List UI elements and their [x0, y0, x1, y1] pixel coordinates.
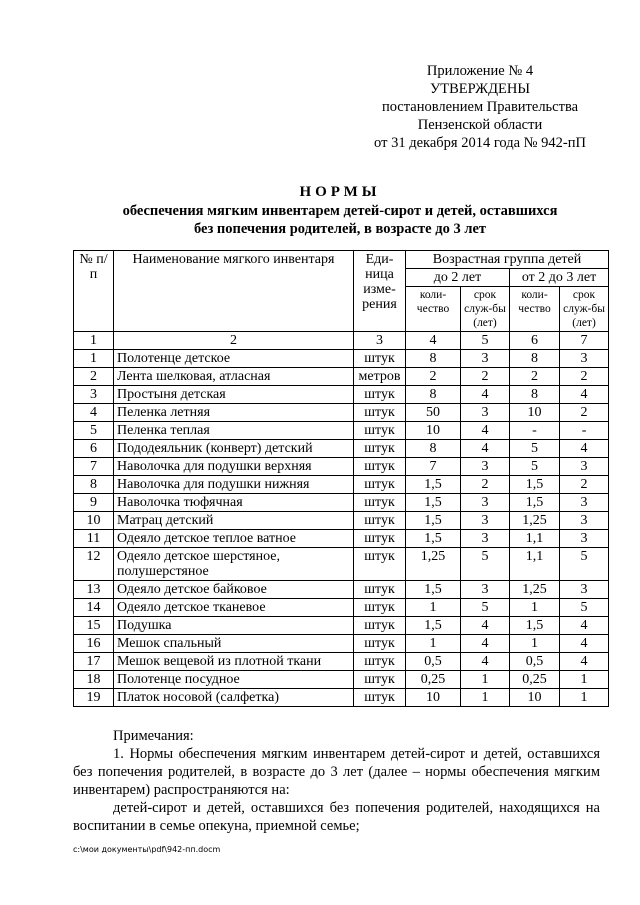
title-line-2: без попечения родителей, в возрасте до 3 лет — [193, 221, 487, 237]
cell-number: 14 — [74, 599, 114, 617]
cell-qty-2-to-3: 1,5 — [510, 476, 560, 494]
table-row — [74, 653, 609, 671]
cell-term-under-2: 2 — [461, 476, 510, 494]
cell-term-under-2: 4 — [461, 617, 510, 635]
cell-item-name: Подушка — [114, 617, 354, 635]
cell-qty-2-to-3: 1 — [510, 635, 560, 653]
cell-term-2-to-3: 3 — [560, 512, 609, 530]
cell-number: 13 — [74, 581, 114, 599]
table-row — [74, 635, 609, 653]
note-paragraph-2: детей-сирот и детей, оставшихся без попечения родителей, находящихся на воспитании в семье опекуна, приемной семье; — [73, 800, 600, 834]
cell-qty-2-to-3: 10 — [510, 404, 560, 422]
header-num: № п/п — [74, 251, 114, 332]
cell-term-2-to-3: 1 — [560, 689, 609, 707]
header-qty-1: коли-чество — [406, 287, 461, 332]
header-group-under-2: до 2 лет — [406, 269, 510, 287]
cell-item-name: Наволочка для подушки нижняя — [114, 476, 354, 494]
cell-qty-under-2: 8 — [406, 440, 461, 458]
cell-term-2-to-3: - — [560, 422, 609, 440]
cell-item-name: Платок носовой (салфетка) — [114, 689, 354, 707]
cell-qty-2-to-3: 1,5 — [510, 494, 560, 512]
cell-unit: штук — [354, 617, 406, 635]
table-row — [74, 581, 609, 599]
cell-item-name: Мешок вещевой из плотной ткани — [114, 653, 354, 671]
approved-label: УТВЕРЖДЕНЫ — [429, 81, 531, 97]
cell-number: 10 — [74, 512, 114, 530]
header-term-2: срок служ-бы (лет) — [560, 287, 609, 332]
cell-item-name: Пеленка летняя — [114, 404, 354, 422]
column-number: 7 — [560, 332, 609, 350]
cell-unit: штук — [354, 635, 406, 653]
table-row — [74, 512, 609, 530]
cell-unit: штук — [354, 422, 406, 440]
cell-term-under-2: 3 — [461, 512, 510, 530]
cell-qty-2-to-3: 8 — [510, 350, 560, 368]
cell-term-2-to-3: 4 — [560, 386, 609, 404]
cell-term-2-to-3: 1 — [560, 671, 609, 689]
cell-unit: метров — [354, 368, 406, 386]
table-row — [74, 689, 609, 707]
cell-qty-under-2: 1,5 — [406, 530, 461, 548]
cell-unit: штук — [354, 671, 406, 689]
cell-qty-2-to-3: 1,5 — [510, 617, 560, 635]
cell-term-under-2: 2 — [461, 368, 510, 386]
cell-qty-under-2: 8 — [406, 350, 461, 368]
cell-term-under-2: 3 — [461, 494, 510, 512]
cell-number: 3 — [74, 386, 114, 404]
cell-qty-under-2: 7 — [406, 458, 461, 476]
column-number: 4 — [406, 332, 461, 350]
cell-term-under-2: 4 — [461, 440, 510, 458]
table-body — [74, 332, 609, 707]
cell-number: 2 — [74, 368, 114, 386]
cell-qty-under-2: 10 — [406, 689, 461, 707]
cell-number: 15 — [74, 617, 114, 635]
notes-section — [73, 727, 600, 835]
cell-number: 11 — [74, 530, 114, 548]
appendix-label: Приложение № 4 — [426, 63, 534, 79]
cell-item-name: Простыня детская — [114, 386, 354, 404]
table-row — [74, 440, 609, 458]
cell-number: 16 — [74, 635, 114, 653]
cell-unit: штук — [354, 494, 406, 512]
cell-number: 1 — [74, 350, 114, 368]
table-row — [74, 404, 609, 422]
table-row — [74, 617, 609, 635]
cell-qty-2-to-3: 1,1 — [510, 530, 560, 548]
cell-qty-under-2: 0,5 — [406, 653, 461, 671]
cell-term-2-to-3: 5 — [560, 548, 609, 581]
cell-item-name: Наволочка тюфячная — [114, 494, 354, 512]
cell-term-under-2: 5 — [461, 599, 510, 617]
cell-unit: штук — [354, 440, 406, 458]
cell-qty-under-2: 1 — [406, 635, 461, 653]
note-paragraph-1: 1. Нормы обеспечения мягким инвентарем детей-сирот и детей, оставшихся без попечения родителей, в возрасте до 3 лет (далее – нормы обеспечения мягким инвентарем) распространяются на: — [73, 746, 600, 798]
region-name: Пензенской области — [417, 117, 543, 133]
cell-qty-under-2: 10 — [406, 422, 461, 440]
cell-term-2-to-3: 3 — [560, 530, 609, 548]
cell-term-2-to-3: 5 — [560, 599, 609, 617]
cell-number: 4 — [74, 404, 114, 422]
table-row — [74, 350, 609, 368]
cell-number: 5 — [74, 422, 114, 440]
cell-term-under-2: 4 — [461, 635, 510, 653]
cell-qty-under-2: 8 — [406, 386, 461, 404]
cell-unit: штук — [354, 512, 406, 530]
file-path-footer: c:\мои документы\pdf\942-пп.docm — [73, 845, 221, 854]
cell-qty-under-2: 2 — [406, 368, 461, 386]
cell-term-2-to-3: 2 — [560, 476, 609, 494]
cell-item-name: Лента шелковая, атласная — [114, 368, 354, 386]
cell-term-under-2: 5 — [461, 548, 510, 581]
cell-term-2-to-3: 3 — [560, 494, 609, 512]
cell-qty-2-to-3: - — [510, 422, 560, 440]
cell-qty-under-2: 50 — [406, 404, 461, 422]
cell-qty-2-to-3: 1,1 — [510, 548, 560, 581]
table-row — [74, 530, 609, 548]
cell-number: 6 — [74, 440, 114, 458]
header-name: Наименование мягкого инвентаря — [114, 251, 354, 332]
table-row — [74, 368, 609, 386]
cell-qty-2-to-3: 1 — [510, 599, 560, 617]
cell-item-name: Мешок спальный — [114, 635, 354, 653]
column-number: 1 — [74, 332, 114, 350]
cell-term-under-2: 3 — [461, 581, 510, 599]
cell-qty-under-2: 1 — [406, 599, 461, 617]
cell-qty-2-to-3: 5 — [510, 440, 560, 458]
cell-term-2-to-3: 2 — [560, 404, 609, 422]
cell-term-under-2: 4 — [461, 386, 510, 404]
cell-term-under-2: 4 — [461, 422, 510, 440]
notes-heading: Примечания: — [113, 728, 194, 744]
cell-number: 9 — [74, 494, 114, 512]
cell-term-under-2: 3 — [461, 458, 510, 476]
cell-unit: штук — [354, 653, 406, 671]
document-title — [60, 182, 620, 238]
cell-unit: штук — [354, 386, 406, 404]
table-row — [74, 386, 609, 404]
table-row — [74, 458, 609, 476]
cell-term-under-2: 3 — [461, 404, 510, 422]
table-row — [74, 476, 609, 494]
cell-number: 12 — [74, 548, 114, 581]
cell-qty-2-to-3: 1,25 — [510, 581, 560, 599]
cell-item-name: Полотенце детское — [114, 350, 354, 368]
cell-qty-2-to-3: 10 — [510, 689, 560, 707]
column-number: 3 — [354, 332, 406, 350]
header-term-1: срок служ-бы (лет) — [461, 287, 510, 332]
cell-term-2-to-3: 3 — [560, 458, 609, 476]
title-main: НОРМЫ — [299, 184, 381, 200]
cell-term-2-to-3: 4 — [560, 635, 609, 653]
cell-qty-2-to-3: 1,25 — [510, 512, 560, 530]
cell-item-name: Матрац детский — [114, 512, 354, 530]
cell-qty-2-to-3: 0,25 — [510, 671, 560, 689]
table-row — [74, 599, 609, 617]
cell-qty-2-to-3: 5 — [510, 458, 560, 476]
cell-term-2-to-3: 3 — [560, 350, 609, 368]
cell-qty-2-to-3: 2 — [510, 368, 560, 386]
table-row — [74, 422, 609, 440]
cell-unit: штук — [354, 548, 406, 581]
approval-date: от 31 декабря 2014 года № 942-пП — [374, 135, 586, 151]
cell-item-name: Одеяло детское байковое — [114, 581, 354, 599]
cell-item-name: Пододеяльник (конверт) детский — [114, 440, 354, 458]
cell-unit: штук — [354, 581, 406, 599]
cell-term-2-to-3: 4 — [560, 440, 609, 458]
cell-term-2-to-3: 3 — [560, 581, 609, 599]
cell-term-under-2: 3 — [461, 530, 510, 548]
cell-qty-2-to-3: 0,5 — [510, 653, 560, 671]
cell-qty-under-2: 1,5 — [406, 581, 461, 599]
cell-unit: штук — [354, 689, 406, 707]
cell-term-2-to-3: 4 — [560, 617, 609, 635]
header-qty-2: коли-чество — [510, 287, 560, 332]
cell-term-2-to-3: 4 — [560, 653, 609, 671]
cell-qty-under-2: 1,5 — [406, 617, 461, 635]
cell-number: 7 — [74, 458, 114, 476]
cell-qty-under-2: 1,25 — [406, 548, 461, 581]
column-number: 6 — [510, 332, 560, 350]
column-number: 5 — [461, 332, 510, 350]
cell-qty-under-2: 1,5 — [406, 512, 461, 530]
table-row — [74, 494, 609, 512]
cell-term-under-2: 3 — [461, 350, 510, 368]
cell-qty-2-to-3: 8 — [510, 386, 560, 404]
column-number: 2 — [114, 332, 354, 350]
cell-unit: штук — [354, 350, 406, 368]
cell-unit: штук — [354, 530, 406, 548]
cell-qty-under-2: 0,25 — [406, 671, 461, 689]
cell-unit: штук — [354, 404, 406, 422]
table-row — [74, 548, 609, 581]
cell-qty-under-2: 1,5 — [406, 476, 461, 494]
cell-unit: штук — [354, 458, 406, 476]
cell-number: 18 — [74, 671, 114, 689]
cell-unit: штук — [354, 599, 406, 617]
cell-term-under-2: 4 — [461, 653, 510, 671]
cell-number: 17 — [74, 653, 114, 671]
header-group-2-to-3: от 2 до 3 лет — [510, 269, 609, 287]
cell-number: 8 — [74, 476, 114, 494]
cell-term-under-2: 1 — [461, 689, 510, 707]
cell-unit: штук — [354, 476, 406, 494]
cell-term-under-2: 1 — [461, 671, 510, 689]
cell-item-name: Одеяло детское шерстяное, полушерстяное — [114, 548, 354, 581]
table-row — [74, 671, 609, 689]
header-unit: Еди-ница изме-рения — [354, 251, 406, 332]
cell-qty-under-2: 1,5 — [406, 494, 461, 512]
cell-item-name: Одеяло детское тканевое — [114, 599, 354, 617]
header-age-group: Возрастная группа детей — [406, 251, 609, 269]
approval-block — [340, 62, 620, 152]
cell-item-name: Полотенце посудное — [114, 671, 354, 689]
norms-table — [73, 250, 609, 707]
title-line-1: обеспечения мягким инвентарем детей-сирот и детей, оставшихся — [122, 203, 558, 219]
cell-item-name: Одеяло детское теплое ватное — [114, 530, 354, 548]
approved-by: постановлением Правительства — [381, 99, 579, 115]
column-number-row — [74, 332, 609, 350]
cell-item-name: Наволочка для подушки верхняя — [114, 458, 354, 476]
cell-number: 19 — [74, 689, 114, 707]
cell-item-name: Пеленка теплая — [114, 422, 354, 440]
cell-term-2-to-3: 2 — [560, 368, 609, 386]
